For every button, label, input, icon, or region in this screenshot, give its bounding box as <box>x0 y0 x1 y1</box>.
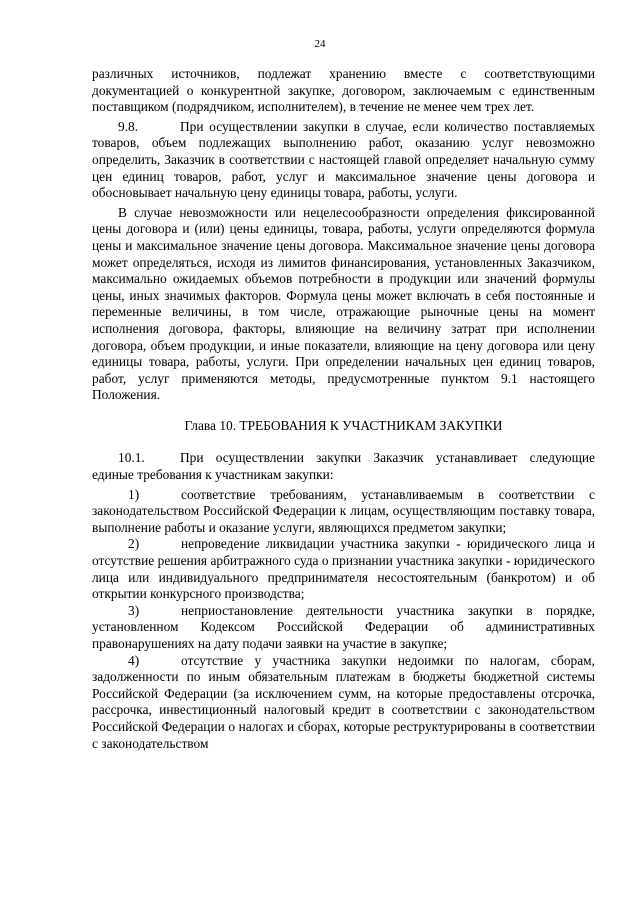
list-item-number: 2) <box>128 536 140 552</box>
list-item-number: 1) <box>128 486 140 502</box>
document-body <box>92 66 595 752</box>
list-item-text: неприостановление деятельности участника закупки в порядке, установленном Кодексом Российской Федерации об административных правонарушениях на дату подачи заявки на участие в закупке; <box>92 602 595 651</box>
clause-number: 10.1. <box>118 450 145 466</box>
clause-text: При осуществлении закупки Заказчик устанавливает следующие единые требования к участникам закупки: <box>92 450 595 483</box>
paragraph-10-1 <box>92 450 595 483</box>
chapter-heading: Глава 10. ТРЕБОВАНИЯ К УЧАСТНИКАМ ЗАКУПКИ <box>184 417 503 433</box>
list-item <box>92 603 595 653</box>
list-item-text: соответствие требованиям, устанавливаемым в соответствии с законодательством Российской Федерации к лицам, осуществляющим поставку товара, выполнение работы и оказание услуги, являющихся предметом закупки; <box>92 486 595 535</box>
list-item <box>92 536 595 602</box>
list-item <box>92 653 595 753</box>
clause-number: 9.8. <box>118 118 139 134</box>
paragraph-9-8 <box>92 119 595 202</box>
paragraph-price-formula: В случае невозможности или нецелесообразности определения фиксированной цены договора и (или) цены единицы, товара, работы, услуги определяются формула цены и максимальное значение цены договора. Максимальное значение цены договора может определяться, исходя из лимитов финансирования, установленных Заказчиком, максимально ожидаемых объемов потребности в продукции или значений формулы цены, иных значимых факторов. Формула цены может включать в себя постоянные и переменные величины, в том числе, отражающие рыночные цены на момент исполнения договора, факторы, влияющие на величину затрат при исполнении договора, объем продукции, и иные показатели, влияющие на цену договора или цену единицы товара, работы, услуги. При определении начальных цен единиц товаров, работ, услуг применяются методы, предусмотренные пунктом 9.1 настоящего Положения. <box>92 204 595 403</box>
list-item-text: отсутствие у участника закупки недоимки по налогам, сборам, задолженности по иным обязательным платежам в бюджеты бюджетной системы Российской Федерации (за исключением сумм, на которые предоставлены отсрочка, рассрочка, инвестиционный налоговый кредит в соответствии с законодательством Российской Федерации о налогах и сборах, которые реструктурированы в соответствии с законодательством <box>92 652 595 751</box>
list-item-number: 3) <box>128 602 140 618</box>
list-item <box>92 487 595 537</box>
paragraph-continuation: различных источников, подлежат хранению вместе с соответствующими документацией о конкурентной закупке, договором, заключаемым с единственным поставщиком (подрядчиком, исполнителем), в течение не менее чем трех лет. <box>92 66 595 115</box>
list-item-number: 4) <box>128 652 140 668</box>
list-item-text: непроведение ликвидации участника закупки - юридического лица и отсутствие решения арбитражного суда о признании участника закупки - юридического лица или индивидуального предпринимателя несостоятельным (банкротом) и об открытии конкурсного производства; <box>92 536 595 602</box>
page-number: 24 <box>314 38 326 50</box>
clause-text: При осуществлении закупки в случае, если количество поставляемых товаров, объем подлежащих выполнению работ, оказанию услуг невозможно определить, Заказчик в соответствии с настоящей главой определяет начальную сумму цен единиц товаров, работ, услуг и максимальное значение цены договора и обосновывает начальную цену единицы товара, работы, услуги. <box>92 118 595 201</box>
